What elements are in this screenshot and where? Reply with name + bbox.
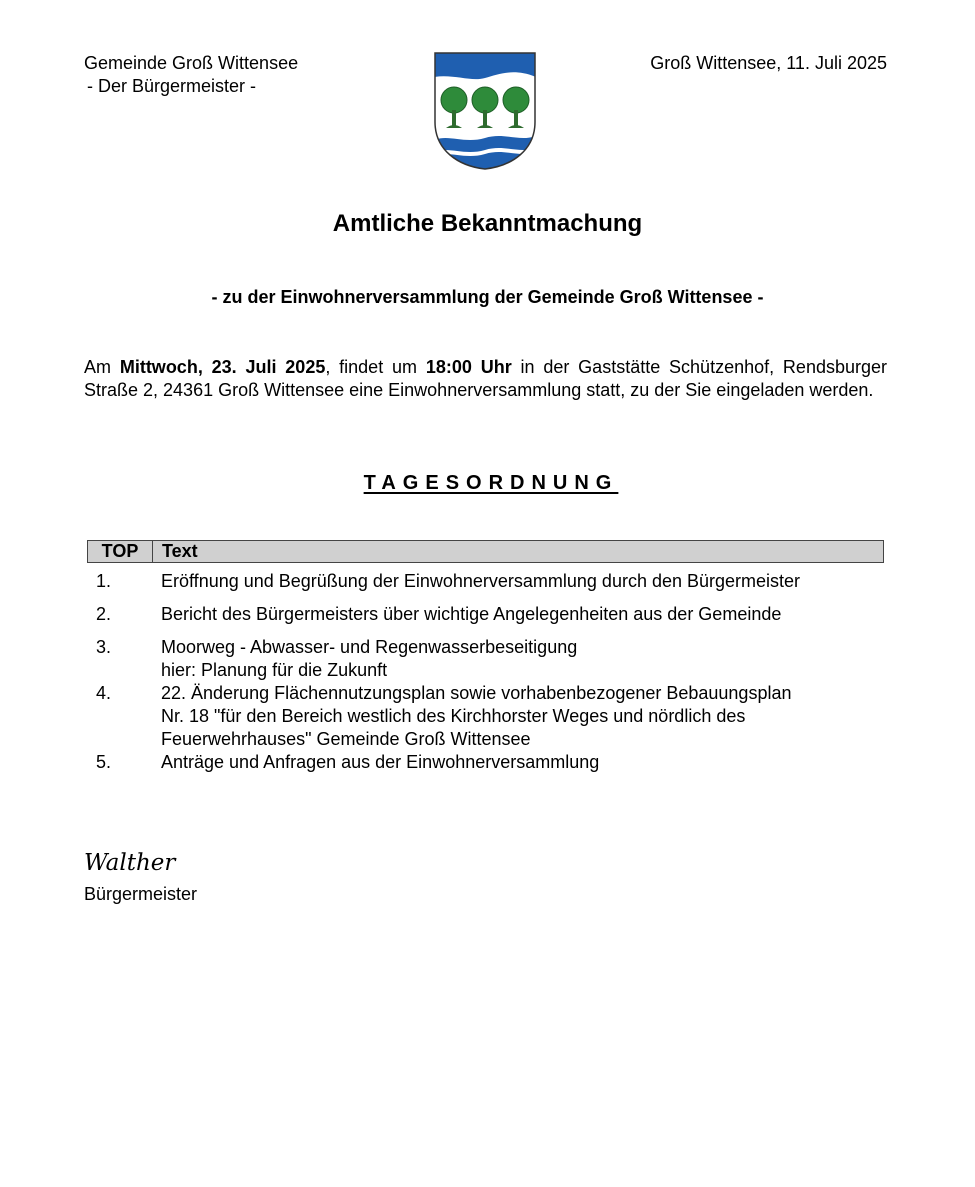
agenda-item-line: Bericht des Bürgermeisters über wichtige Angelegenheiten aus der Gemeinde <box>161 604 782 624</box>
meeting-time: 18:00 Uhr <box>425 357 512 377</box>
agenda-item-number: 2. <box>96 604 112 624</box>
agenda-item-line: 22. Änderung Flächennutzungsplan sowie vorhabenbezogener Bebauungsplan <box>161 683 792 703</box>
agenda-column-text: Text <box>162 541 198 561</box>
municipal-crest-icon <box>434 52 536 170</box>
intro-text-2: , findet um <box>325 357 426 377</box>
agenda-item-line: Nr. 18 "für den Bereich westlich des Kirchhorster Weges und nördlich des <box>161 706 746 726</box>
agenda-column-top: TOP <box>88 541 153 562</box>
signer-role: Bürgermeister <box>84 884 198 904</box>
agenda-item-line: hier: Planung für die Zukunft <box>161 660 388 680</box>
agenda-item-line: Anträge und Anfragen aus der Einwohnerversammlung <box>161 752 600 772</box>
agenda-item-number: 5. <box>96 752 112 772</box>
agenda-item-line: Feuerwehrhauses" Gemeinde Groß Wittensee <box>161 729 531 749</box>
agenda-item-line: Moorweg - Abwasser- und Regenwasserbeseitigung <box>161 637 578 657</box>
agenda-item-text <box>161 751 881 774</box>
meeting-date: Mittwoch, 23. Juli 2025 <box>119 357 326 377</box>
agenda-heading <box>0 472 975 495</box>
agenda-item-text <box>161 603 881 626</box>
agenda-item-text <box>161 682 881 751</box>
intro-text-3: in der Gaststätte Schützenhof, Rendsburger Straße 2, 24361 Groß Wittensee eine Einwohnerversammlung statt, zu der Sie eingeladen werden. <box>84 357 887 400</box>
agenda-table-header <box>87 540 884 563</box>
page-title: Amtliche Bekanntmachung <box>332 210 643 237</box>
agenda-item-number: 1. <box>96 571 112 591</box>
signature: Walther <box>84 850 176 876</box>
sender-block <box>84 52 298 98</box>
agenda-heading-text: TAGESORDNUNG <box>363 472 619 494</box>
agenda-item-line: Eröffnung und Begrüßung der Einwohnerversammlung durch den Bürgermeister <box>161 571 801 591</box>
place-date: Groß Wittensee, 11. Juli 2025 <box>650 53 887 73</box>
agenda-item-text <box>161 636 881 682</box>
sender-office: - Der Bürgermeister - <box>87 76 257 96</box>
agenda-item-number: 4. <box>96 683 112 703</box>
agenda-item-number: 3. <box>96 637 112 657</box>
announcement-paragraph <box>84 356 887 402</box>
page-subtitle: - zu der Einwohnerversammlung der Gemeinde Groß Wittensee - <box>211 287 764 307</box>
sender-municipality: Gemeinde Groß Wittensee <box>84 53 299 73</box>
intro-text-1: Am <box>84 357 120 377</box>
agenda-item-text <box>161 570 881 593</box>
